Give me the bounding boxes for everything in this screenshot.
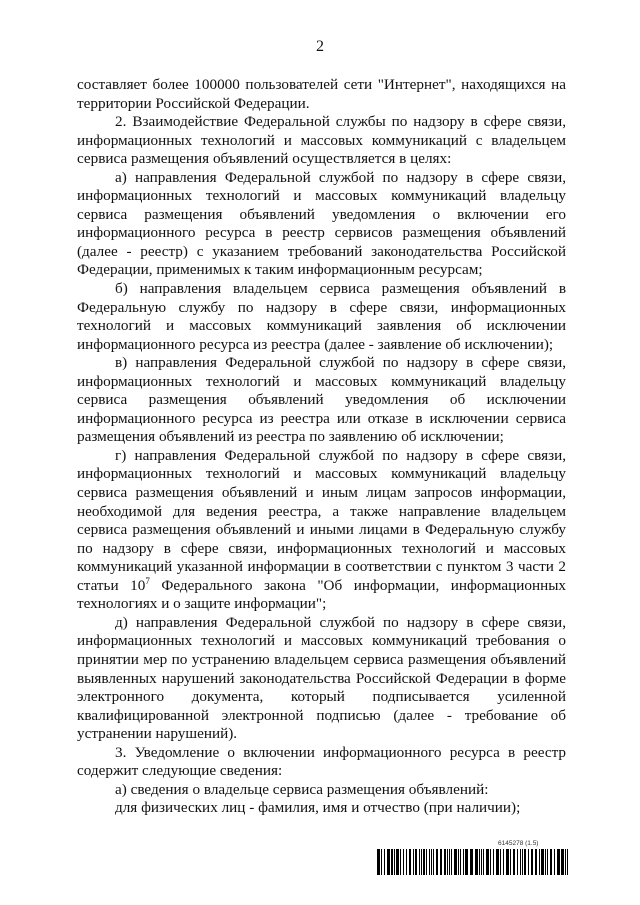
paragraph-item-d: д) направления Федеральной службой по надзору в сфере связи, информационных технологий и массовых коммуникаций требования о принятии мер по устранению владельцем сервиса размещения объявлений выявленных нарушений законодательства Российской Федерации в форме электронного документа, который подписывается усиленной квалифицированной электронной подписью (далее - требование об устранении нарушений). bbox=[77, 613, 566, 743]
barcode-bar bbox=[449, 849, 450, 875]
barcode-bar bbox=[513, 849, 515, 875]
paragraph-subitem-a: а) сведения о владельце сервиса размещения объявлений: bbox=[115, 780, 489, 798]
barcode-bar bbox=[524, 849, 526, 875]
barcode-bar bbox=[481, 849, 482, 875]
barcode-code: 6145278 (1.5) bbox=[498, 840, 539, 847]
barcode-bar bbox=[547, 849, 548, 875]
barcode-bar bbox=[541, 849, 544, 875]
paragraph-item-g-text: г) направления Федеральной службой по надзору в сфере связи, информационных технологий и массовых коммуникаций владельцу сервиса размещения объявлений и иным лицам запросов информации, необходимой для ведения реестра, а также направление владельцем сервиса размещения объявлений и иными лицами в Федеральную службу по надзору в сфере связи, информационных технологий и массовых коммуникаций указанной информации в соответствии с пунктом 3 части 2 статьи 10 bbox=[77, 446, 566, 594]
paragraph-item-b: б) направления владельцем сервиса размещения объявлений в Федеральную службу по надзору в сфере связи, информационных технологий и массовых коммуникаций заявления об исключении информационного ресурса из реестра (далее - заявление об исключении); bbox=[77, 280, 566, 353]
barcode-bar bbox=[493, 849, 494, 875]
barcode-bar bbox=[479, 849, 480, 875]
document-body bbox=[77, 76, 566, 818]
barcode-bar bbox=[413, 849, 414, 875]
barcode-bar bbox=[528, 849, 529, 875]
barcode-bar bbox=[463, 849, 464, 875]
barcode-bar bbox=[545, 849, 546, 875]
barcode-bar bbox=[500, 849, 501, 875]
barcode-bar bbox=[451, 849, 452, 875]
barcode-bar bbox=[557, 849, 560, 875]
barcode-bar bbox=[539, 849, 540, 875]
barcode-bar bbox=[387, 849, 390, 875]
barcode-bar bbox=[510, 849, 511, 875]
barcode-bar bbox=[483, 849, 484, 875]
barcode-bar bbox=[384, 849, 385, 875]
paragraph-item-g-text-end: Федерального закона "Об информации, информационных технологиях и о защите информации"; bbox=[77, 576, 566, 613]
article-superscript: 7 bbox=[145, 575, 150, 586]
paragraph-continuation: составляет более 100000 пользователей сети "Интернет", находящихся на территории Российской Федерации. bbox=[77, 76, 566, 112]
barcode-bar bbox=[377, 849, 380, 875]
barcode-bar bbox=[517, 849, 518, 875]
paragraph-item-v: в) направления Федеральной службой по надзору в сфере связи, информационных технологий и массовых коммуникаций владельцу сервиса размещения объявлений уведомления об исключении информационного ресурса из реестра или отказе в исключении сервиса размещения объявлений из реестра по заявлению об исключении; bbox=[77, 354, 566, 446]
barcode-bar bbox=[426, 849, 427, 875]
barcode-bar bbox=[423, 849, 425, 875]
barcode-bar bbox=[433, 849, 434, 875]
barcode-bar bbox=[475, 849, 478, 875]
barcode-bar bbox=[431, 849, 432, 875]
paragraph-item-a: а) направления Федеральной службой по надзору в сфере связи, информационных технологий и массовых коммуникаций владельцу сервиса размещения объявлений уведомления о включении его информационного ресурса в реестр сервисов размещения объявлений (далее - реестр) с указанием требований законодательства Российской Федерации, применимых к таким информационным ресурсам; bbox=[77, 168, 566, 279]
barcode-bar bbox=[447, 849, 448, 875]
barcode-bar bbox=[503, 849, 504, 875]
barcode-bar bbox=[440, 849, 442, 875]
barcode-bar bbox=[391, 849, 393, 875]
barcode-bar bbox=[436, 849, 438, 875]
paragraph-item-3: 3. Уведомление о включении информационного ресурса в реестр содержит следующие сведения: bbox=[77, 743, 566, 780]
barcode-bar bbox=[400, 849, 401, 875]
barcode-bar bbox=[520, 849, 521, 875]
barcode-bar bbox=[454, 849, 457, 875]
barcode-bar bbox=[394, 849, 395, 875]
barcode-bar bbox=[486, 849, 489, 875]
barcode-bar bbox=[554, 849, 555, 875]
barcode-bar bbox=[444, 849, 446, 875]
barcode-bar bbox=[531, 849, 533, 875]
barcode-bar bbox=[403, 849, 404, 875]
barcode-bar bbox=[396, 849, 399, 875]
paragraph-item-g bbox=[77, 447, 566, 614]
barcode-bar bbox=[421, 849, 422, 875]
barcode-bar bbox=[381, 849, 382, 875]
barcode-bar bbox=[496, 849, 499, 875]
barcode-bar bbox=[567, 849, 568, 875]
barcode-bar bbox=[561, 849, 564, 875]
barcode-bar bbox=[429, 849, 430, 875]
barcode-bar bbox=[419, 849, 420, 875]
page-number: 2 bbox=[316, 38, 324, 55]
barcode-bar bbox=[550, 849, 552, 875]
barcode-bar bbox=[490, 849, 491, 875]
barcode-bar bbox=[565, 849, 566, 875]
barcode-image bbox=[377, 849, 569, 875]
paragraph-individuals: для физических лиц - фамилия, имя и отчество (при наличии); bbox=[115, 799, 521, 817]
barcode-bar bbox=[470, 849, 473, 875]
barcode-bar bbox=[522, 849, 523, 875]
barcode-bar bbox=[465, 849, 468, 875]
barcode-bar bbox=[406, 849, 407, 875]
barcode-bar bbox=[460, 849, 461, 875]
barcode-bar bbox=[409, 849, 411, 875]
barcode-bar bbox=[535, 849, 537, 875]
paragraph-item-2: 2. Взаимодействие Федеральной службы по надзору в сфере связи, информационных технологий и массовых коммуникаций с владельцем сервиса размещения объявлений осуществляется в целях: bbox=[77, 113, 566, 168]
barcode-bar bbox=[458, 849, 459, 875]
barcode-bar bbox=[415, 849, 417, 875]
barcode-bar bbox=[506, 849, 509, 875]
